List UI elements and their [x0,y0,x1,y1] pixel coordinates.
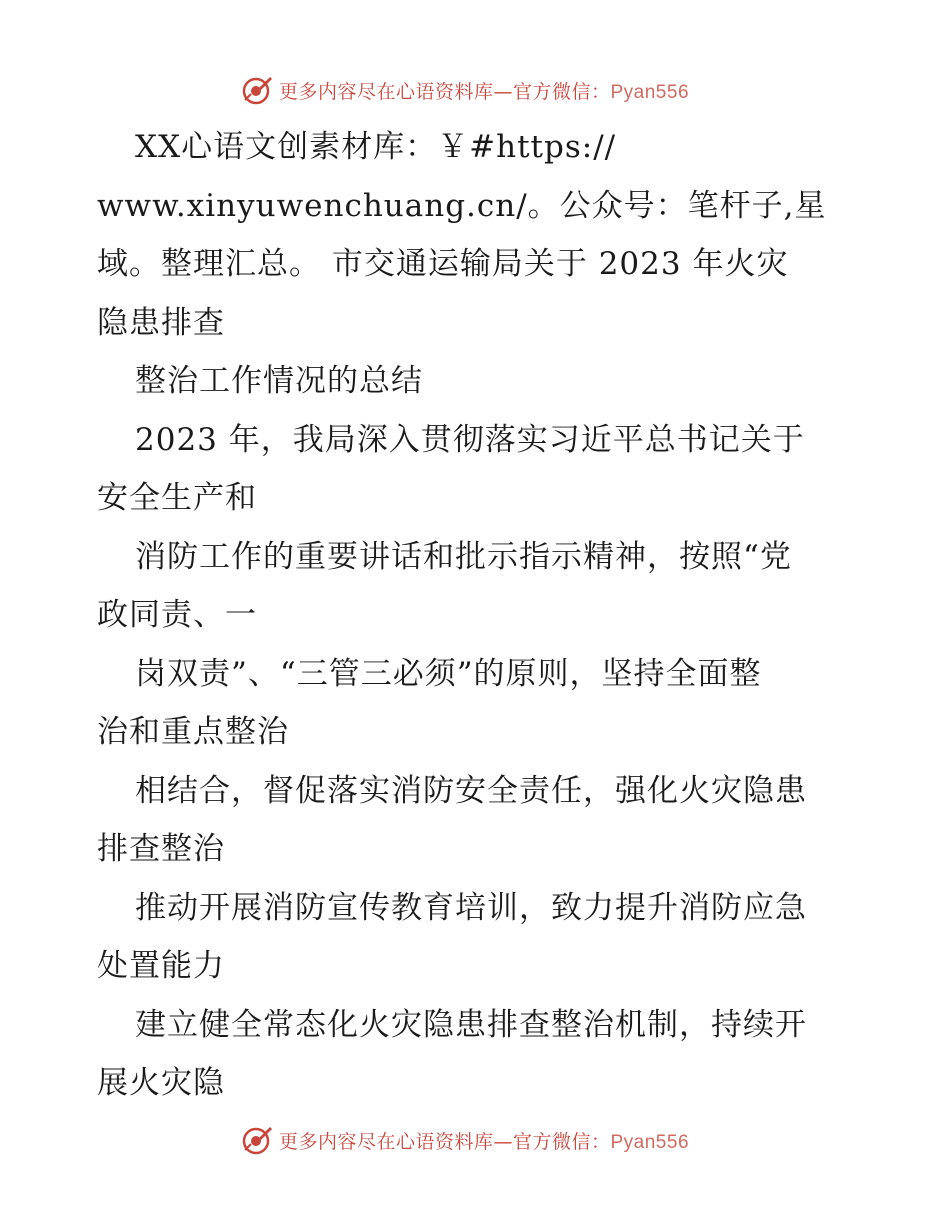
text-line: 2023 年，我局深入贯彻落实习近平总书记关于 [135,421,805,458]
footer-watermark [0,1120,950,1160]
text-line: 相结合，督促落实消防安全责任，强化火灾隐患 [135,772,807,809]
text-line: 处置能力 [97,948,225,984]
text-line: 展火灾隐 [97,1065,225,1101]
text-line: 消防工作的重要讲话和批示指示精神，按照“党 [135,538,792,575]
text-line: www.xinyuwenchuang.cn/。公众号：笔杆子,星 [97,187,827,224]
brand-logo-icon [241,74,273,106]
wechat-handle: Pyan556 [610,1131,690,1153]
wechat-handle: Pyan556 [610,81,690,103]
separator: — [493,1130,513,1153]
footer-watermark-inner [241,1124,689,1156]
text-line: 排查整治 [97,831,225,867]
text-line: XX心语文创素材库：￥#https:// [135,129,617,165]
footer-watermark-text [279,1127,689,1154]
brand-text: 更多内容尽在心语资料库 [278,80,494,103]
header-watermark-inner [241,74,689,106]
text-line: 隐患排查 [97,304,225,341]
text-line: 域。整理汇总。 市交通运输局关于 2023 年火灾 [97,246,789,282]
official-text: 官方微信： [512,80,611,103]
text-line: 安全生产和 [97,480,257,516]
text-line: 建立健全常态化火灾隐患排查整治机制，持续开 [135,1006,807,1043]
official-text: 官方微信： [512,1130,611,1153]
text-line: 治和重点整治 [97,714,289,750]
text-line: 整治工作情况的总结 [135,363,423,399]
text-line: 推动开展消防宣传教育培训，致力提升消防应急 [135,889,807,926]
document-body [97,118,857,1113]
brand-logo-icon [241,1124,273,1156]
header-watermark [0,70,950,110]
brand-text: 更多内容尽在心语资料库 [278,1130,494,1153]
separator: — [493,80,513,103]
header-watermark-text [279,77,689,104]
text-line: 政同责、一 [97,597,257,633]
text-line: 岗双责”、“三管三必须”的原则，坚持全面整 [135,655,762,692]
